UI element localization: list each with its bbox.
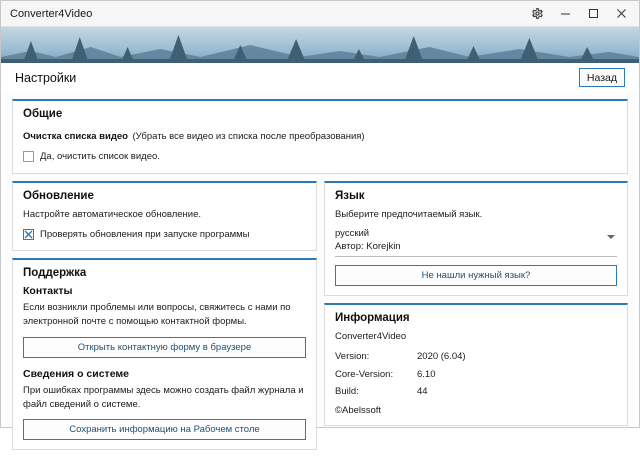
info-value: 44 <box>417 386 428 398</box>
title-bar <box>1 1 639 27</box>
card-language <box>324 181 628 296</box>
minimize-icon <box>560 8 571 19</box>
general-clear-checkbox-row[interactable] <box>23 150 617 164</box>
page-title: Настройки <box>15 70 77 85</box>
language-description: Выберите предпочитаемый язык. <box>335 208 483 220</box>
maximize-icon <box>588 8 599 19</box>
info-value: 2020 (6.04) <box>417 351 466 363</box>
support-system-title: Сведения о системе <box>23 367 129 380</box>
update-checkbox-row[interactable] <box>23 228 306 242</box>
support-card-title: Поддержка <box>23 267 87 280</box>
right-column <box>324 181 628 457</box>
general-clear-label: Очистка списка видео <box>23 131 128 142</box>
columns-row <box>12 181 628 457</box>
support-contacts-text: Если возникли проблемы или вопросы, свяжитесь с нами по электронной почте с помощью контактной формы. <box>23 302 291 328</box>
card-update <box>12 181 317 252</box>
info-key: Version: <box>335 351 370 363</box>
info-value: 6.10 <box>417 368 436 380</box>
card-support <box>12 258 317 450</box>
update-checkbox-label: Проверять обновления при запуске программы <box>40 228 250 240</box>
card-information <box>324 303 628 426</box>
language-author: Автор: Korejkin <box>335 240 401 252</box>
back-button[interactable]: Назад <box>579 68 625 87</box>
support-system-text: При ошибках программы здесь можно создать файл журнала и файл сведений о системе. <box>23 384 304 410</box>
update-description: Настройте автоматическое обновление. <box>23 208 202 220</box>
settings-content <box>1 93 639 436</box>
gear-icon <box>531 7 544 20</box>
general-clear-hint: (Убрать все видео из списка после преобразования) <box>132 131 365 142</box>
maximize-button[interactable] <box>579 2 607 26</box>
information-card-title: Информация <box>335 311 410 324</box>
update-checkbox[interactable] <box>23 229 34 240</box>
language-select[interactable] <box>335 227 617 257</box>
close-button[interactable] <box>607 2 635 26</box>
general-clear-checkbox[interactable] <box>23 151 34 162</box>
info-key: Core-Version: <box>335 368 394 380</box>
minimize-button[interactable] <box>551 2 579 26</box>
missing-language-button[interactable]: Не нашли нужный язык? <box>335 265 617 286</box>
table-row <box>335 383 617 401</box>
header-banner-image <box>1 27 639 63</box>
general-card-title: Общие <box>23 108 63 120</box>
open-contact-form-button[interactable]: Открыть контактную форму в браузере <box>23 337 306 358</box>
settings-gear-button[interactable] <box>523 2 551 26</box>
general-clear-checkbox-label: Да, очистить список видео. <box>40 151 160 162</box>
window-title: Converter4Video <box>10 7 93 20</box>
info-key: Build: <box>335 386 359 398</box>
table-row <box>335 348 617 366</box>
banner-silhouette <box>1 27 639 63</box>
copyright-label: ©Abelssoft <box>335 404 382 416</box>
card-general <box>12 99 628 174</box>
information-table <box>335 348 617 401</box>
language-card-title: Язык <box>335 189 365 202</box>
settings-header <box>1 63 639 93</box>
support-contacts-title: Контакты <box>23 285 73 298</box>
table-row <box>335 366 617 384</box>
chevron-down-icon <box>607 235 615 239</box>
support-system-block <box>23 368 306 441</box>
update-card-title: Обновление <box>23 189 94 202</box>
general-clear-line <box>23 126 617 144</box>
language-selected-value: русский <box>335 227 370 239</box>
information-product: Converter4Video <box>335 330 407 342</box>
left-column <box>12 181 317 457</box>
save-system-info-button[interactable]: Сохранить информацию на Рабочем столе <box>23 419 306 440</box>
close-icon <box>616 8 627 19</box>
